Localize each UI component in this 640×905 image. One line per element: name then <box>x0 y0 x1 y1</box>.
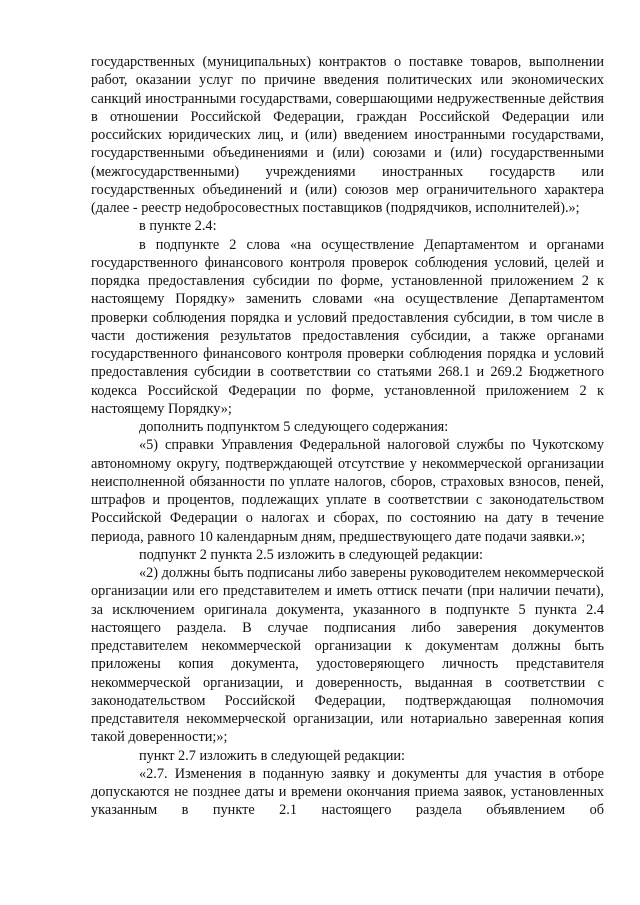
paragraph-add-subitem-5: дополнить подпунктом 5 следующего содержания: <box>139 419 449 435</box>
paragraph-continuation-registry: государственных (муниципальных) контрактов о поставке товаров, выполнении работ, оказании услуг по причине введения политических или экономических санкций иностранными государствами, совершающими недружественные действия в отношении Российской Федерации, граждан Российской Федерации или российских юридических лиц, и (или) введением иностранными государствами, государственными объединениями и (или) союзами и (или) государственными (межгосударственными) учреждениями иностранных государств или государственных объединений и (или) союзов мер ограничительного характера (далее - реестр недобросовестных поставщиков (подрядчиков, исполнителей).»; <box>91 54 604 216</box>
paragraph-item-2-4-heading: в пункте 2.4: <box>139 218 217 235</box>
paragraph-subitem-5-text: «5) справки Управления Федеральной налоговой службы по Чукотскому автономному округу, подтверждающей отсутствие у некоммерческой организации неисполненной обязанности по уплате налогов, сборов, страховых взносов, пеней, штрафов и процентов, подлежащих уплате в соответствии с законодательством Российской Федерации о налогах и сборах, по состоянию на дату в течение периода, равного 10 календарным дням, предшествующего дате подачи заявки.»; <box>91 437 604 545</box>
document-body <box>91 53 604 820</box>
paragraph-subitem-2-amendment: в подпункте 2 слова «на осуществление Департаментом и органами государственного финансового контроля проверок соблюдения условий, целей и порядка предоставления субсидии по форме, установленной приложением 2 к настоящему Порядку» заменить словами «на осуществление Департаментом проверки соблюдения порядка и условий предоставления субсидии, в том числе в части достижения результатов предоставления субсидии, а также органами государственного финансового контроля проверки соблюдения порядка и условий предоставления субсидии в соответствии со статьями 268.1 и 269.2 Бюджетного кодекса Российской Федерации по форме, установленной приложением 2 к настоящему Порядку»; <box>91 236 604 417</box>
paragraph-item-2-7-text: «2.7. Изменения в поданную заявку и документы для участия в отборе допускаются не позднее даты и времени окончания приема заявок, установленных указанным в пункте 2.1 настоящего раздела объявлением об <box>91 765 604 819</box>
paragraph-item-2-5-heading: подпункт 2 пункта 2.5 изложить в следующей редакции: <box>139 546 483 563</box>
paragraph-item-2-7-heading: пункт 2.7 изложить в следующей редакции: <box>139 747 406 764</box>
paragraph-subitem-2-new-text: «2) должны быть подписаны либо заверены руководителем некоммерческой организации или его представителем и иметь оттиск печати (при наличии печати), за исключением оригинала документа, указанного в подпункте 5 пункта 2.4 настоящего раздела. В случае подписания либо заверения документов представителем некоммерческой организации к документам должны быть приложены копия документа, удостоверяющего личность представителя некоммерческой организации, и доверенность, выданная в соответствии с законодательством Российской Федерации, подтверждающая полномочия представителя некоммерческой организации, или нотариально заверенная копия такой доверенности;»; <box>91 565 604 746</box>
